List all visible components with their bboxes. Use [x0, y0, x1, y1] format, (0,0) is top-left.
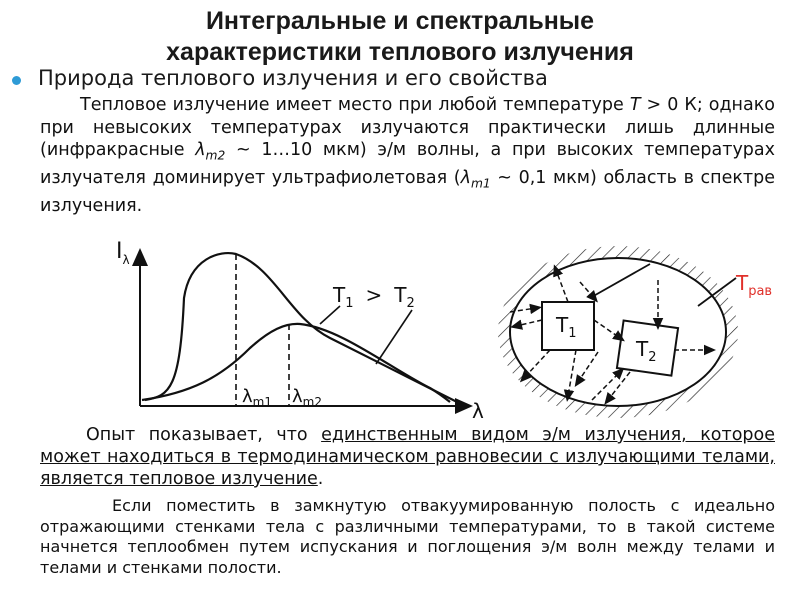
section-subtitle: Природа теплового излучения и его свойства: [38, 66, 548, 90]
para1-T: T: [629, 95, 641, 115]
para1-text-1: Тепловое излучение имеет место при любой температуре: [80, 95, 630, 115]
spectral-distribution-graph: [100, 238, 484, 423]
para2-underlined: единственным видом э/м излучения, которое может находиться в термодинамическом равновесии с излучающими телами, является тепловое излучение: [40, 425, 775, 489]
body-t2-label: $T_2$: [636, 337, 657, 365]
slide-title: [0, 6, 800, 68]
para1-text-2: > 0 К; однако при невысоких температурах излучаются практически лишь длинные (инфракрасные: [40, 95, 775, 160]
paragraph-cavity: Если поместить в замкнутую отвакуумированную полость с идеально отражающими стенками тела с различными температурами, то в такой системе начнется теплообмен путем испускания и поглощения э/м волн между телами и телами и стенками полости.: [40, 496, 775, 577]
para1-text-3: ~ 1…10 мкм) э/м волны, а при высоких температурах излучателя доминирует ультрафиолетовая (: [40, 140, 775, 188]
paragraph-experience: [40, 424, 775, 490]
body-t1-label: $T_1$: [556, 313, 577, 341]
lambda-m2-label: $\lambda_{m2}$: [292, 386, 322, 409]
title-line-2: характеристики теплового излучения: [166, 38, 634, 66]
para2-plain: Опыт показывает, что: [86, 425, 322, 445]
leader-line-t2: [376, 310, 412, 364]
title-line-1: Интегральные и спектральные: [205, 7, 595, 35]
curve-t1: [145, 253, 465, 406]
para1-lambda-m2: $\lambda_{m2}$: [195, 140, 226, 163]
para1-lambda-m1: $\lambda_{m1}$: [460, 168, 491, 191]
t-rav-label: $T_{рав}$: [736, 271, 773, 299]
cavity-diagram: [480, 240, 780, 425]
bullet-dot-icon: [12, 76, 21, 85]
paragraph-intro: [40, 94, 775, 218]
lambda-m1-label: $\lambda_{m1}$: [242, 386, 272, 409]
y-axis-label: $I_\lambda$: [116, 239, 130, 267]
curve-temperature-label: $T_1 > T_2$: [333, 283, 415, 311]
x-axis-label: λ: [472, 399, 484, 423]
leader-line-t1: [320, 306, 340, 324]
para2-end: .: [317, 469, 324, 489]
para1-text-4: ~ 0,1 мкм) область в спектре излучения.: [40, 168, 775, 216]
